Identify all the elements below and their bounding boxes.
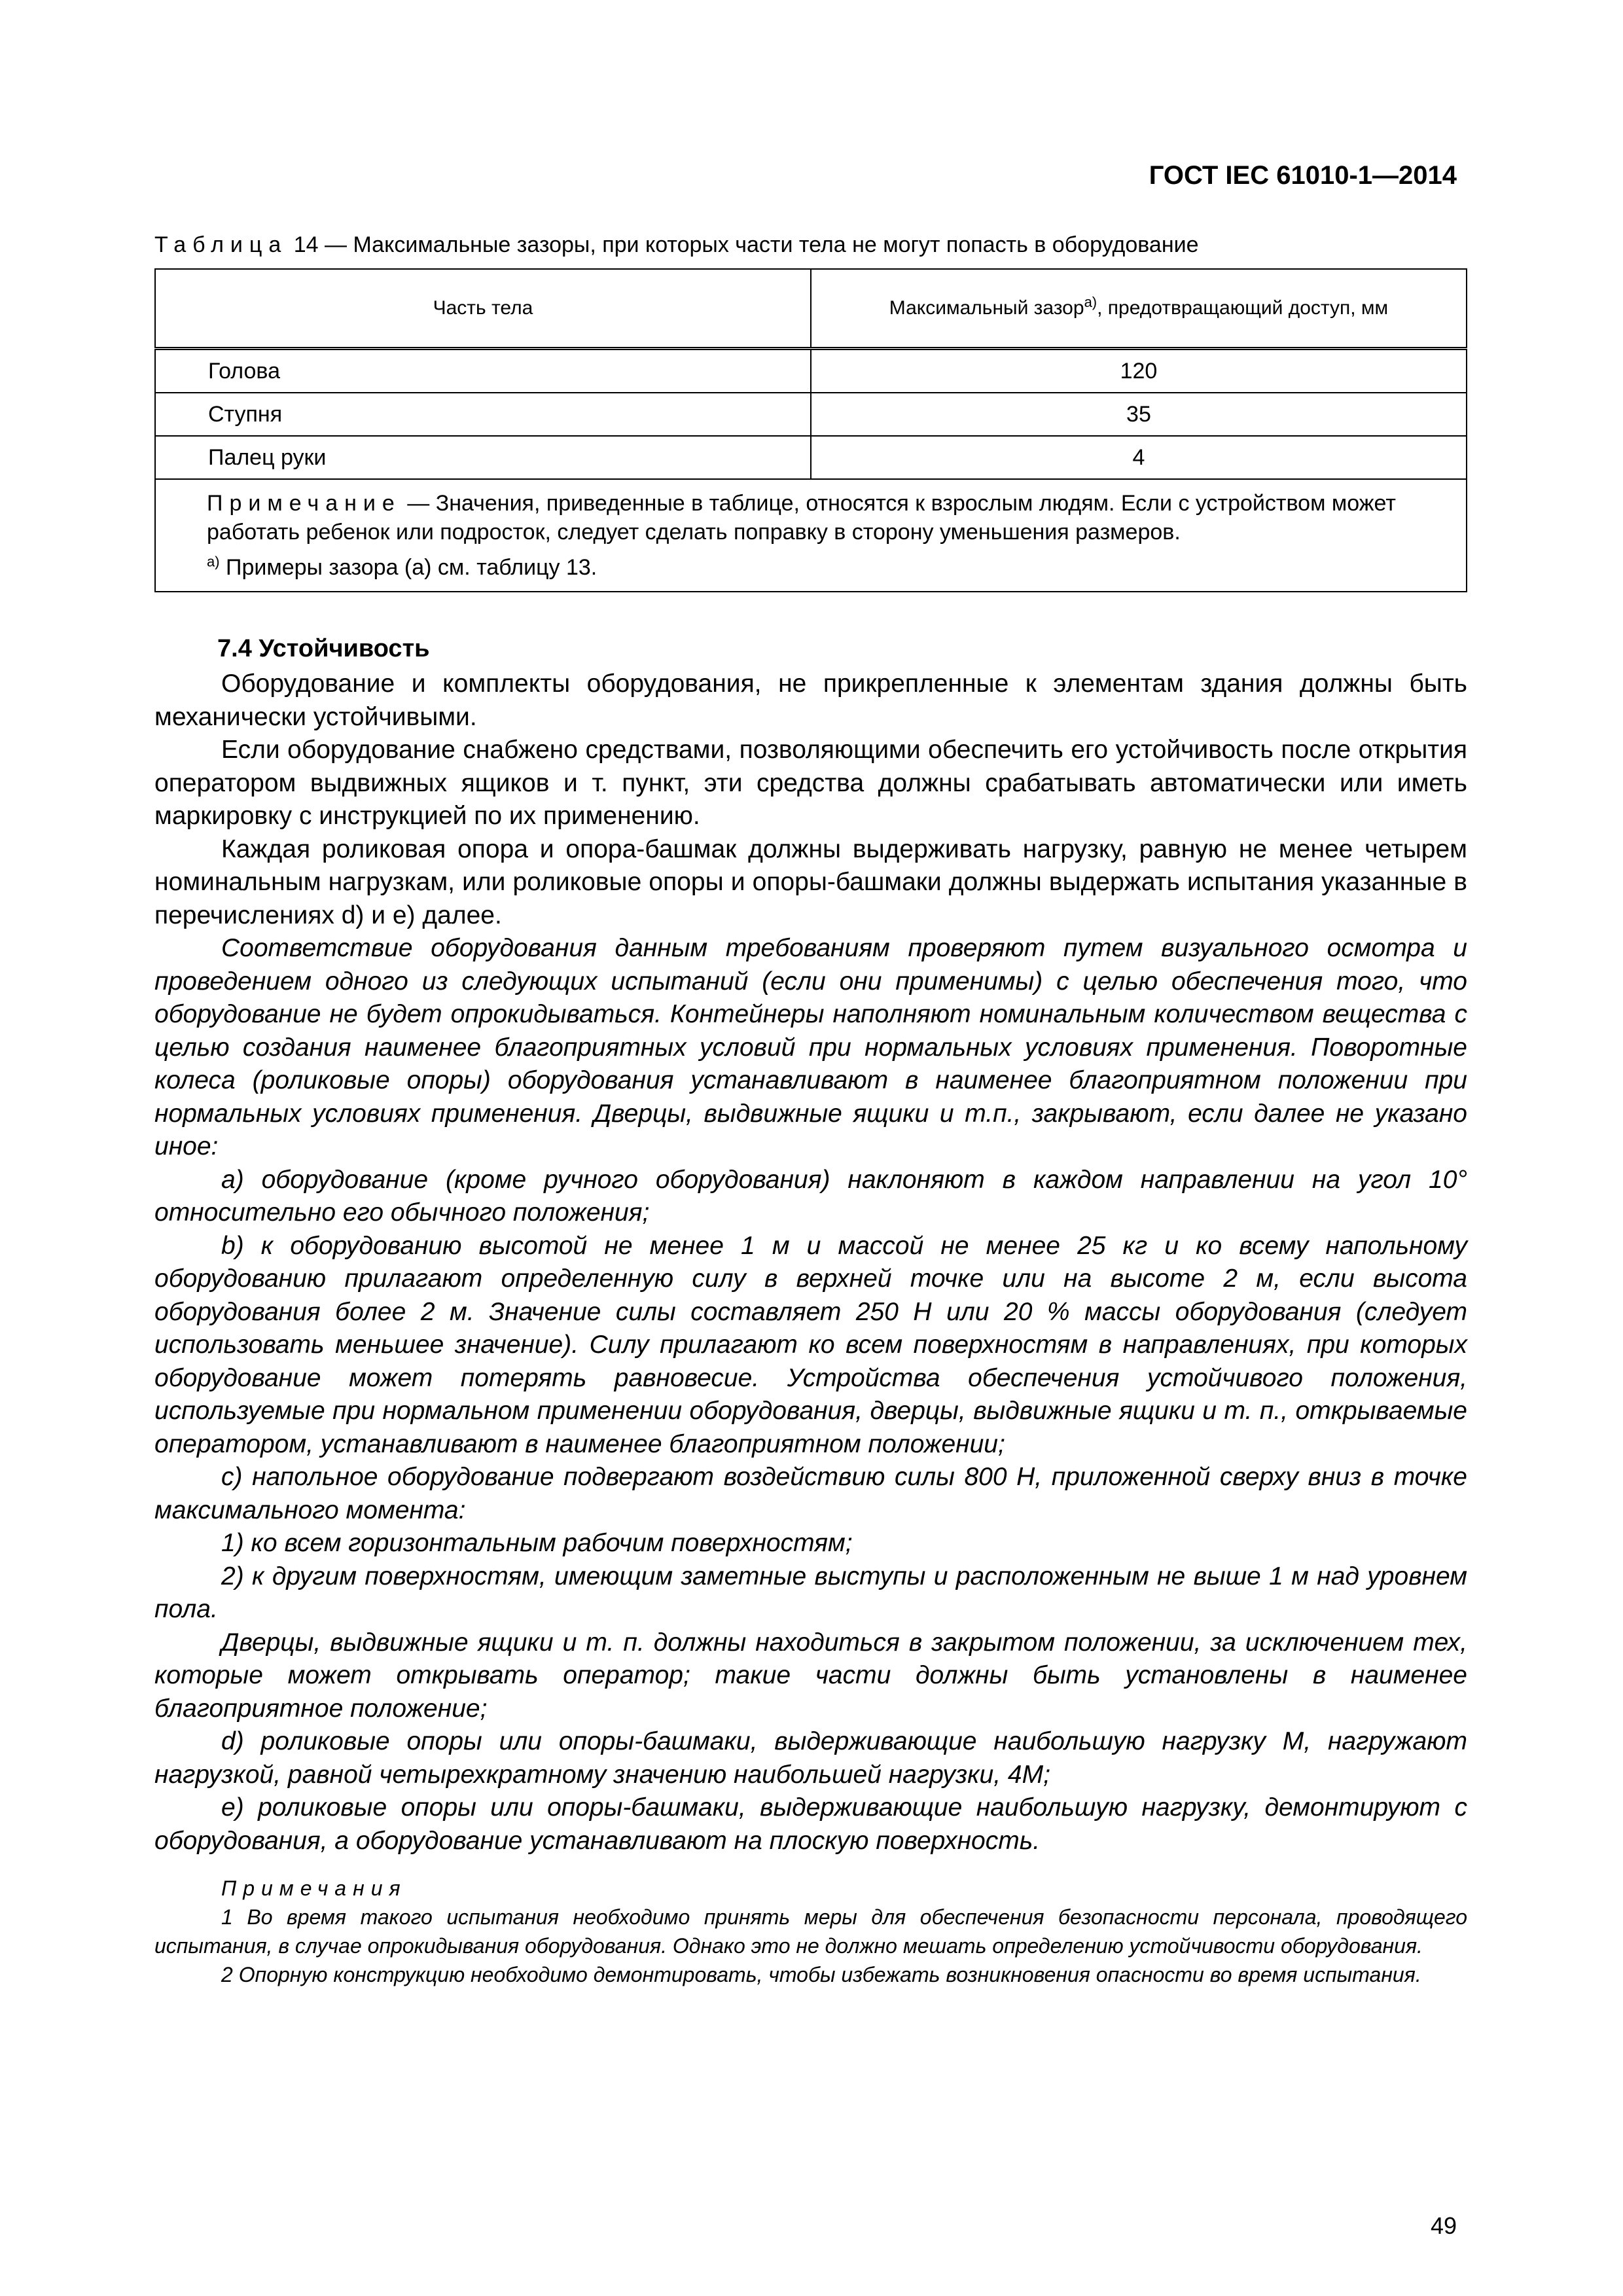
table-cell-body-part: Ступня (155, 393, 811, 436)
list-item: a) оборудование (кроме ручного оборудования) наклоняют в каждом направлении на угол 10° относительно его обычного положения; (154, 1165, 1467, 1227)
section-title: 7.4 Устойчивость (217, 635, 430, 662)
notes-block (154, 1874, 1467, 1989)
table-cell-gap-value: 4 (811, 436, 1467, 479)
column-header-max-gap: Максимальный зазор$^{a)}$, предотвращающий доступ, мм (811, 269, 1467, 349)
list-item: b) к оборудованию высотой не менее 1 м и массой не менее 25 кг и ко всему напольному оборудованию прилагают определенную силу в верхней точке или на высоте 2 м, если высота оборудования более 2 м. Значение силы составляет 250 Н или 20 % массы оборудования (следует использовать меньшее значение). Силу прилагают ко всем поверхностям в направлениях, при которых оборудование может потерять равновесие. Устройства обеспечения устойчивого положения, используемые при нормальном применении оборудования, дверцы, выдвижные ящики и т. п., открываемые оператором, устанавливают в наименее благоприятном положении; (154, 1231, 1467, 1458)
note-item: 1 Во время такого испытания необходимо принять меры для обеспечения безопасности персонала, проводящего испытания, в случае опрокидывания оборудования. Однако это не должно мешать определению устойчивости оборудования. (154, 1905, 1467, 1958)
list-item: d) роликовые опоры или опоры-башмаки, выдерживающие наибольшую нагрузку М, нагружают нагрузкой, равной четырехкратному значению наибольшей нагрузки, 4М; (154, 1727, 1467, 1789)
table-row (155, 393, 1467, 436)
table-caption-label: Таблица (154, 232, 288, 257)
test-method-paragraph: Соответствие оборудования данным требованиям проверяют путем визуального осмотра и проведением одного из следующих испытаний (если они применимы) с целью обеспечения того, что оборудование не будет опрокидываться. Контейнеры наполняют номинальным количеством вещества с целью создания наименее благоприятных условий при нормальных условиях применения. Поворотные колеса (роликовые опоры) оборудования устанавливают в наименее благоприятном положении при нормальных условиях применения. Дверцы, выдвижные ящики и т.п., закрывают, если далее не указано иное: (154, 934, 1467, 1160)
table-row (155, 436, 1467, 479)
sub-list-item: 1) ко всем горизонтальным рабочим поверхностям; (221, 1529, 853, 1557)
table-header-row (155, 269, 1467, 349)
note-item: 2 Опорную конструкцию необходимо демонтировать, чтобы избежать возникновения опасности во время испытания. (221, 1963, 1421, 1986)
table-note: Примечание — Значения, приведенные в таблице, относятся к взрослым людям. Если с устройством может работать ребенок или подросток, следует сделать поправку в сторону уменьшения размеров. (207, 491, 1396, 545)
paragraph: Если оборудование снабжено средствами, позволяющими обеспечить его устойчивость после открытия оператором выдвижных ящиков и т. пункт, эти средства должны срабатывать автоматически или иметь маркировку с инструкцией по их применению. (154, 736, 1467, 830)
paragraph: Оборудование и комплекты оборудования, не прикрепленные к элементам здания должны быть механически устойчивыми. (154, 670, 1467, 731)
table-note-cell (155, 479, 1467, 592)
table-note-row (155, 479, 1467, 592)
column-header-body-part: Часть тела (155, 269, 811, 349)
table-cell-body-part: Палец руки (155, 436, 811, 479)
list-item: c) напольное оборудование подвергают воздействию силы 800 Н, приложенной сверху вниз в точке максимального момента: (154, 1463, 1467, 1524)
sub-list-item: 2) к другим поверхностям, имеющим заметные выступы и расположенным не выше 1 м над уровнем пола. (154, 1562, 1467, 1623)
paragraph: Дверцы, выдвижные ящики и т. п. должны находиться в закрытом положении, за исключением тех, которые может открывать оператор; такие части должны быть установлены в наименее благоприятное положение; (154, 1628, 1467, 1723)
page-number: 49 (1430, 2212, 1457, 2239)
section-body (154, 668, 1467, 1857)
document-standard-header: ГОСТ IEC 61010-1—2014 (1149, 161, 1457, 190)
table-cell-gap-value: 120 (811, 349, 1467, 393)
list-item: e) роликовые опоры или опоры-башмаки, выдерживающие наибольшую нагрузку, демонтируют с оборудования, а оборудование устанавливают на плоскую поверхность. (154, 1793, 1467, 1855)
table-caption (154, 232, 1199, 258)
table-cell-body-part: Голова (155, 349, 811, 393)
max-gaps-table (154, 268, 1467, 592)
table-cell-gap-value: 35 (811, 393, 1467, 436)
table-row (155, 349, 1467, 393)
notes-title: Примечания (221, 1876, 407, 1900)
table-footnote: $^{a)}$ Примеры зазора (а) см. таблицу 13. (207, 553, 597, 580)
paragraph: Каждая роликовая опора и опора-башмак должны выдерживать нагрузку, равную не менее четырем номинальным нагрузкам, или роликовые опоры и опоры-башмаки должны выдержать испытания указанные в перечислениях d) и е) далее. (154, 834, 1467, 929)
table-caption-text: 14 — Максимальные зазоры, при которых части тела не могут попасть в оборудование (293, 232, 1199, 257)
